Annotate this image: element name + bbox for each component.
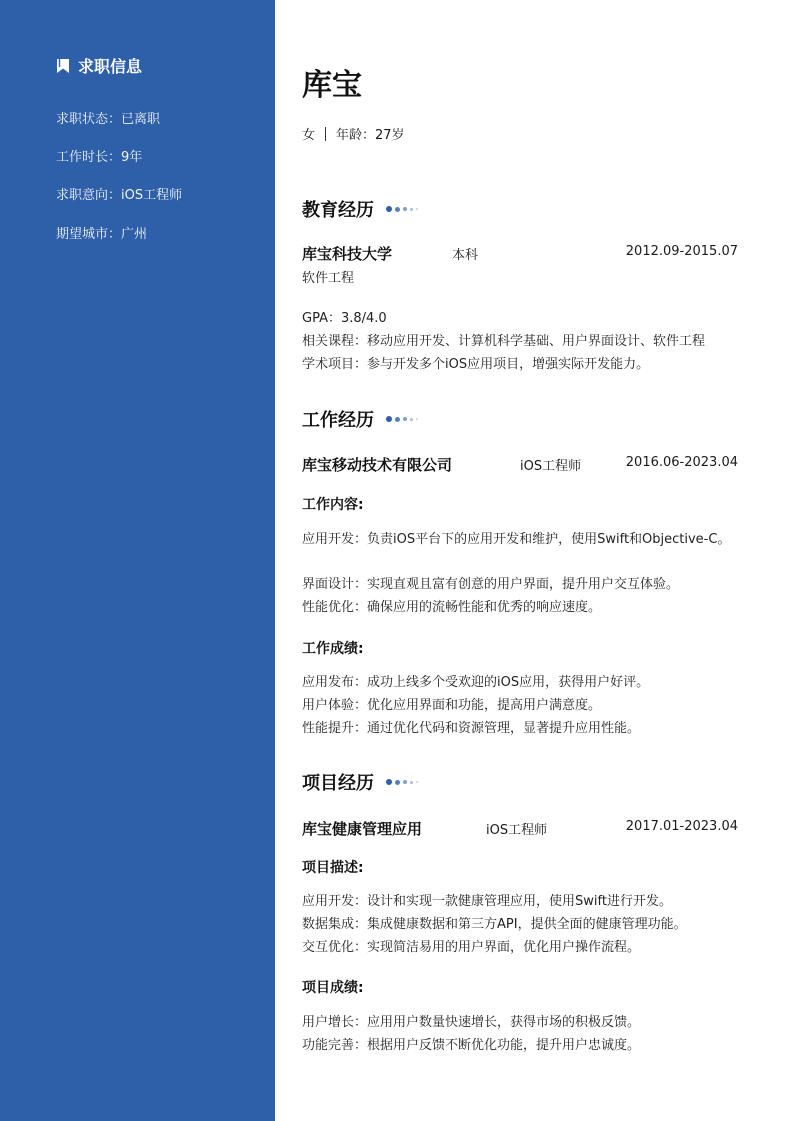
dots-decoration <box>386 779 418 785</box>
work-section-title: 工作经历 <box>302 406 418 432</box>
sidebar-title <box>56 54 142 77</box>
list-item: 性能优化：确保应用的流畅性能和优秀的响应速度。 <box>302 600 602 615</box>
school-name: 库宝科技大学 <box>302 245 393 263</box>
list-item: 用户增长：应用用户数量快速增长，获得市场的积极反馈。 <box>302 1015 641 1030</box>
work-content-title: 工作内容: <box>302 497 364 513</box>
list-item: 用户体验：优化应用界面和功能，提高用户满意度。 <box>302 698 602 713</box>
bookmark-icon <box>56 58 70 74</box>
job-status: 求职状态：已离职 <box>56 112 161 127</box>
separator <box>325 127 326 141</box>
list-item: 数据集成：集成健康数据和第三方API，提供全面的健康管理功能。 <box>302 917 687 932</box>
project-name: 库宝健康管理应用 <box>302 820 423 838</box>
work-header <box>302 454 738 474</box>
gender: 女 <box>302 128 316 143</box>
work-role: iOS工程师 <box>520 459 582 474</box>
list-item: 界面设计：实现直观且富有创意的用户界面，提升用户交互体验。 <box>302 577 680 592</box>
education-section-title: 教育经历 <box>302 196 418 222</box>
work-results-title: 工作成绩: <box>302 641 364 657</box>
gpa: GPA：3.8/4.0 <box>302 311 387 326</box>
academic-projects: 学术项目：参与开发多个iOS应用项目，增强实际开发能力。 <box>302 357 650 372</box>
sidebar-title-text: 求职信息 <box>78 57 143 76</box>
major: 软件工程 <box>302 271 355 286</box>
expected-city: 期望城市：广州 <box>56 227 148 242</box>
courses: 相关课程：移动应用开发、计算机科学基础、用户界面设计、软件工程 <box>302 334 706 349</box>
basic-info <box>302 124 405 143</box>
education-header <box>302 243 738 263</box>
project-results-title: 项目成绩: <box>302 980 364 996</box>
dots-decoration <box>386 416 418 422</box>
list-item: 性能提升：通过优化代码和资源管理，显著提升应用性能。 <box>302 721 641 736</box>
list-item: 应用开发：负责iOS平台下的应用开发和维护，使用Swift和Objective-C。 <box>302 532 731 547</box>
project-date: 2017.01-2023.04 <box>625 819 738 834</box>
project-header <box>302 818 738 838</box>
work-years: 工作时长：9年 <box>56 150 143 165</box>
work-date: 2016.06-2023.04 <box>625 455 738 470</box>
list-item: 应用发布：成功上线多个受欢迎的iOS应用，获得用户好评。 <box>302 675 650 690</box>
age: 年龄：27岁 <box>336 128 405 143</box>
project-desc-title: 项目描述: <box>302 860 364 876</box>
list-item: 交互优化：实现简洁易用的用户界面，优化用户操作流程。 <box>302 940 641 955</box>
job-intention: 求职意向：iOS工程师 <box>56 188 183 203</box>
sidebar <box>0 0 275 1121</box>
list-item: 功能完善：根据用户反馈不断优化功能，提升用户忠诚度。 <box>302 1038 641 1053</box>
project-role: iOS工程师 <box>486 823 548 838</box>
candidate-name: 库宝 <box>302 68 362 103</box>
dots-decoration <box>386 206 418 212</box>
company-name: 库宝移动技术有限公司 <box>302 456 453 474</box>
education-date: 2012.09-2015.07 <box>625 244 738 259</box>
project-section-title: 项目经历 <box>302 769 418 795</box>
list-item: 应用开发：设计和实现一款健康管理应用，使用Swift进行开发。 <box>302 894 672 909</box>
degree: 本科 <box>452 248 479 263</box>
